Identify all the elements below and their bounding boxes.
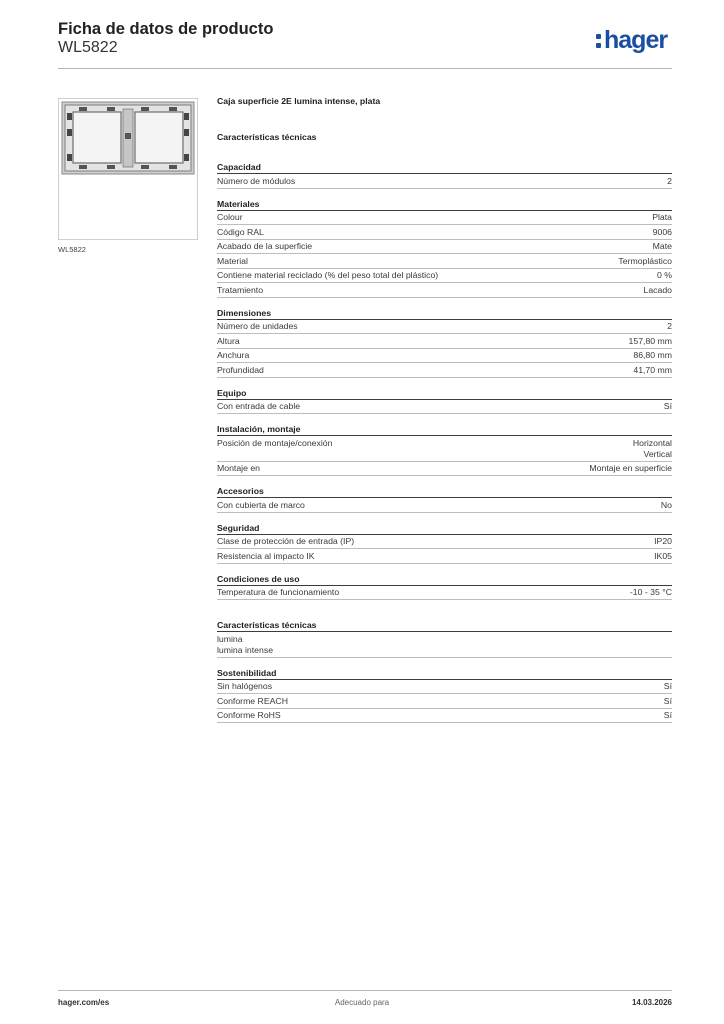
spec-label: Código RAL [217,226,264,237]
spec-label: Temperatura de funcionamiento [217,587,340,597]
spec-value: 9006 [652,226,672,237]
spec-label: Material [217,255,248,266]
spec-row [217,211,672,226]
section-heading: Capacidad [217,161,672,174]
page-title: Ficha de datos de producto [58,20,274,38]
spec-row [217,225,672,240]
hager-logo [596,28,667,53]
spec-section [217,423,672,476]
spec-label: Anchura [217,350,250,360]
spec-label: Conforme RoHS [217,710,281,720]
spec-label: Con cubierta de marco [217,499,305,510]
section-heading: Equipo [217,387,672,400]
spec-row [217,632,672,658]
footer-website: hager.com/es [58,998,110,1007]
spec-value: Sí [663,695,672,706]
spec-row [217,709,672,724]
spec-value: 41,70 mm [633,364,672,375]
footer-divider [58,990,672,991]
spec-row [217,694,672,709]
spec-row [217,363,672,378]
spec-row [217,436,672,462]
spec-row [217,174,672,189]
spec-section [217,619,672,658]
footer-date: 14.03.2026 [631,998,672,1007]
spec-section [217,573,672,601]
spec-label: Resistencia al impacto IK [217,550,315,561]
spec-value: IK05 [654,550,672,561]
spec-value: Termoplástico [618,255,672,266]
section-heading: Condiciones de uso [217,573,672,586]
spec-value: Sí [663,681,672,691]
spec-label: Contiene material reciclado (% del peso total del plástico) [217,270,439,280]
spec-row [217,254,672,269]
spec-label: Tratamiento [217,284,264,295]
spec-value: 157,80 mm [628,335,672,346]
spec-row [217,549,672,564]
spec-row [217,334,672,349]
spec-label: Montaje en [217,463,260,473]
spec-section [217,485,672,513]
intro-heading: Características técnicas [217,132,317,142]
image-caption: WL5822 [58,245,86,254]
spec-label: Número de módulos [217,175,296,186]
header-divider [58,68,672,69]
spec-section [217,522,672,564]
surface-box-icon [59,99,197,239]
spec-section [217,161,672,189]
spec-value: 0 % [657,270,672,280]
spec-value: Sí [663,710,672,720]
spec-value: Mate [652,241,672,251]
spec-label: Posición de montaje/conexión [217,437,333,448]
spec-label: Acabado de la superficie [217,241,313,251]
spec-value: No [660,499,672,510]
spec-value: IP20 [654,536,672,546]
product-name: Caja superficie 2E lumina intense, plata [217,96,381,106]
logo-text: hager [604,26,668,54]
section-heading: Seguridad [217,522,672,535]
spec-row [217,269,672,284]
spec-value: Lacado [643,284,672,295]
spec-sections [217,161,672,723]
spec-value: Montaje en superficie [589,463,672,473]
spec-row [217,283,672,298]
section-heading: Sostenibilidad [217,667,672,680]
spec-row [217,320,672,335]
logo-dots-icon [596,31,603,49]
spec-row [217,462,672,477]
spec-value: -10 - 35 °C [629,587,672,597]
spec-value: 2 [667,321,672,331]
spec-value: Plata [652,212,672,222]
spec-value: 86,80 mm [633,350,672,360]
section-heading: Características técnicas [217,619,672,632]
spec-row [217,400,672,415]
spec-label: lumina lumina intense [217,633,274,655]
spec-section [217,198,672,298]
section-heading: Dimensiones [217,307,672,320]
spec-section [217,387,672,415]
spec-content [217,96,672,732]
spec-value: Horizontal Vertical [632,437,672,459]
spec-row [217,240,672,255]
spec-row [217,498,672,513]
product-image [58,98,198,240]
spec-row [217,586,672,601]
spec-value: Sí [663,401,672,411]
section-heading: Instalación, montaje [217,423,672,436]
spec-row [217,535,672,550]
spec-row [217,680,672,695]
spec-label: Sin halógenos [217,681,273,691]
spec-section [217,667,672,724]
spec-label: Altura [217,335,240,346]
spec-label: Con entrada de cable [217,401,301,411]
section-heading: Materiales [217,198,672,211]
spec-label: Clase de protección de entrada (IP) [217,536,355,546]
spec-value: 2 [667,175,672,186]
section-heading: Accesorios [217,485,672,498]
product-code: WL5822 [58,39,118,56]
spec-label: Profundidad [217,364,264,375]
spec-section [217,307,672,378]
spec-label: Colour [217,212,243,222]
spec-label: Número de unidades [217,321,298,331]
footer-suitability: Adecuado para [334,998,390,1007]
spec-row [217,349,672,364]
spec-label: Conforme REACH [217,695,288,706]
